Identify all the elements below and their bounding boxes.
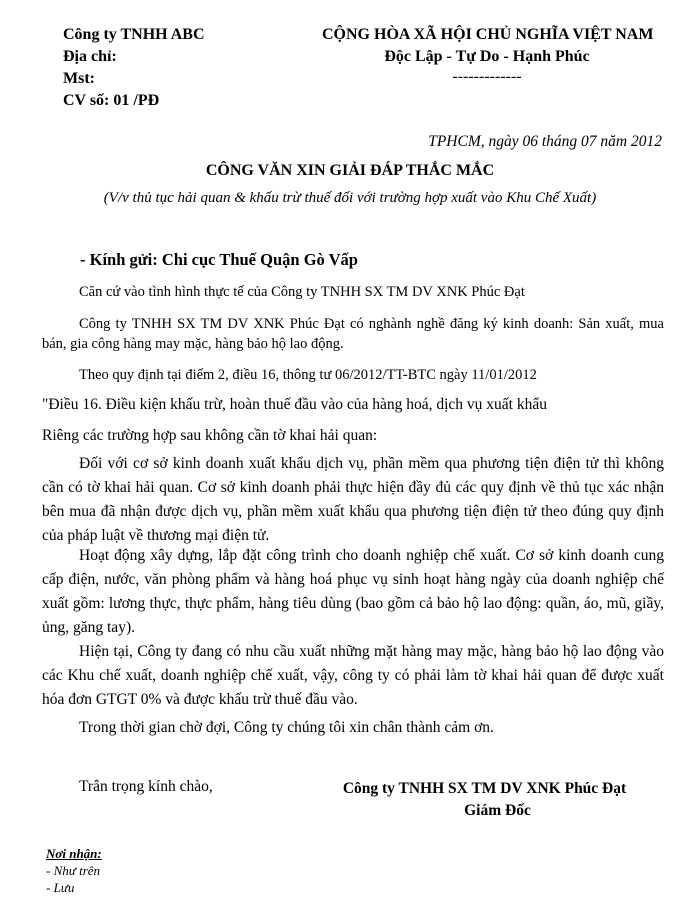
recipient-item-2: - Lưu [46, 880, 75, 895]
tax-code-label: Mst: [63, 70, 95, 87]
date-line: TPHCM, ngày 06 tháng 07 năm 2012 [428, 133, 662, 150]
company-name: Công ty TNHH ABC [63, 26, 205, 43]
recipients-block [46, 845, 102, 896]
closing-line: Trân trọng kính chào, [79, 778, 213, 795]
body-paragraph-5: Riêng các trường hợp sau không cần tờ khai hải quan: [42, 427, 378, 444]
body-paragraph-9: Trong thời gian chờ đợi, Công ty chúng tôi xin chân thành cảm ơn. [79, 719, 494, 736]
recipient-line: - Kính gửi: Chi cục Thuế Quận Gò Vấp [80, 250, 358, 269]
address-label: Địa chỉ: [63, 48, 117, 65]
body-paragraph-3: Theo quy định tại điểm 2, điều 16, thông tư 06/2012/TT-BTC ngày 11/01/2012 [79, 367, 537, 383]
signature-company: Công ty TNHH SX TM DV XNK Phúc Đạt [342, 780, 627, 797]
nation-title: CỘNG HÒA XÃ HỘI CHỦ NGHĨA VIỆT NAM [322, 26, 654, 43]
body-paragraph-7: Hoạt động xây dựng, lắp đặt công trình cho doanh nghiệp chế xuất. Cơ sở kinh doanh cung cấp điện, nước, văn phòng phẩm và hàng hoá phục vụ sinh hoạt hàng ngày của doanh nghiệp chế xuất gồm: lương thực, thực phẩm, hàng tiêu dùng (bao gồm cả bảo hộ lao động: quần, áo, mũ, giầy, ủng, găng tay). [42, 547, 664, 636]
body-paragraph-6: Đối với cơ sở kinh doanh xuất khẩu dịch vụ, phần mềm qua phương tiện điện tử thì không cần có tờ khai hải quan. Cơ sở kinh doanh phải thực hiện đầy đủ các quy định về thủ tục xác nhận bên mua đã nhận được dịch vụ, phần mềm xuất khẩu qua phương tiện điện tử theo đúng quy định của pháp luật về thương mại điện tử. [42, 455, 664, 544]
signature-title: Giám Đốc [464, 802, 531, 819]
document-subtitle: (V/v thủ tục hải quan & khấu trừ thuế đối với trường hợp xuất vào Khu Chế Xuất) [103, 190, 597, 206]
header-left [63, 24, 205, 112]
motto: Độc Lập - Tự Do - Hạnh Phúc [384, 48, 590, 65]
header-right [322, 24, 652, 86]
recipient-item-1: - Như trên [46, 863, 101, 878]
motto-divider: ------------- [452, 68, 522, 85]
signature-block [312, 778, 657, 822]
body-paragraph-1: Căn cứ vào tình hình thực tế của Công ty TNHH SX TM DV XNK Phúc Đạt [79, 284, 525, 300]
body-paragraph-4: "Điều 16. Điều kiện khấu trừ, hoàn thuế đầu vào của hàng hoá, dịch vụ xuất khẩu [42, 396, 547, 413]
document-title: CÔNG VĂN XIN GIẢI ĐÁP THẮC MẮC [205, 162, 495, 179]
body-paragraph-2: Công ty TNHH SX TM DV XNK Phúc Đạt có nghành nghề đăng ký kinh doanh: Sản xuất, mua bán, gia công hàng may mặc, hàng bảo hộ lao động. [42, 316, 664, 352]
recipients-label: Nơi nhận: [46, 846, 102, 861]
body-paragraph-8: Hiện tại, Công ty đang có nhu cầu xuất những mặt hàng may mặc, hàng bảo hộ lao động vào các Khu chế xuất, doanh nghiệp chế xuất, vậy, công ty có phải làm tờ khai hải quan để được xuất hóa đơn GTGT 0% và được khấu trừ thuế đầu vào. [42, 643, 664, 708]
document-number: CV số: 01 /PĐ [63, 92, 160, 109]
